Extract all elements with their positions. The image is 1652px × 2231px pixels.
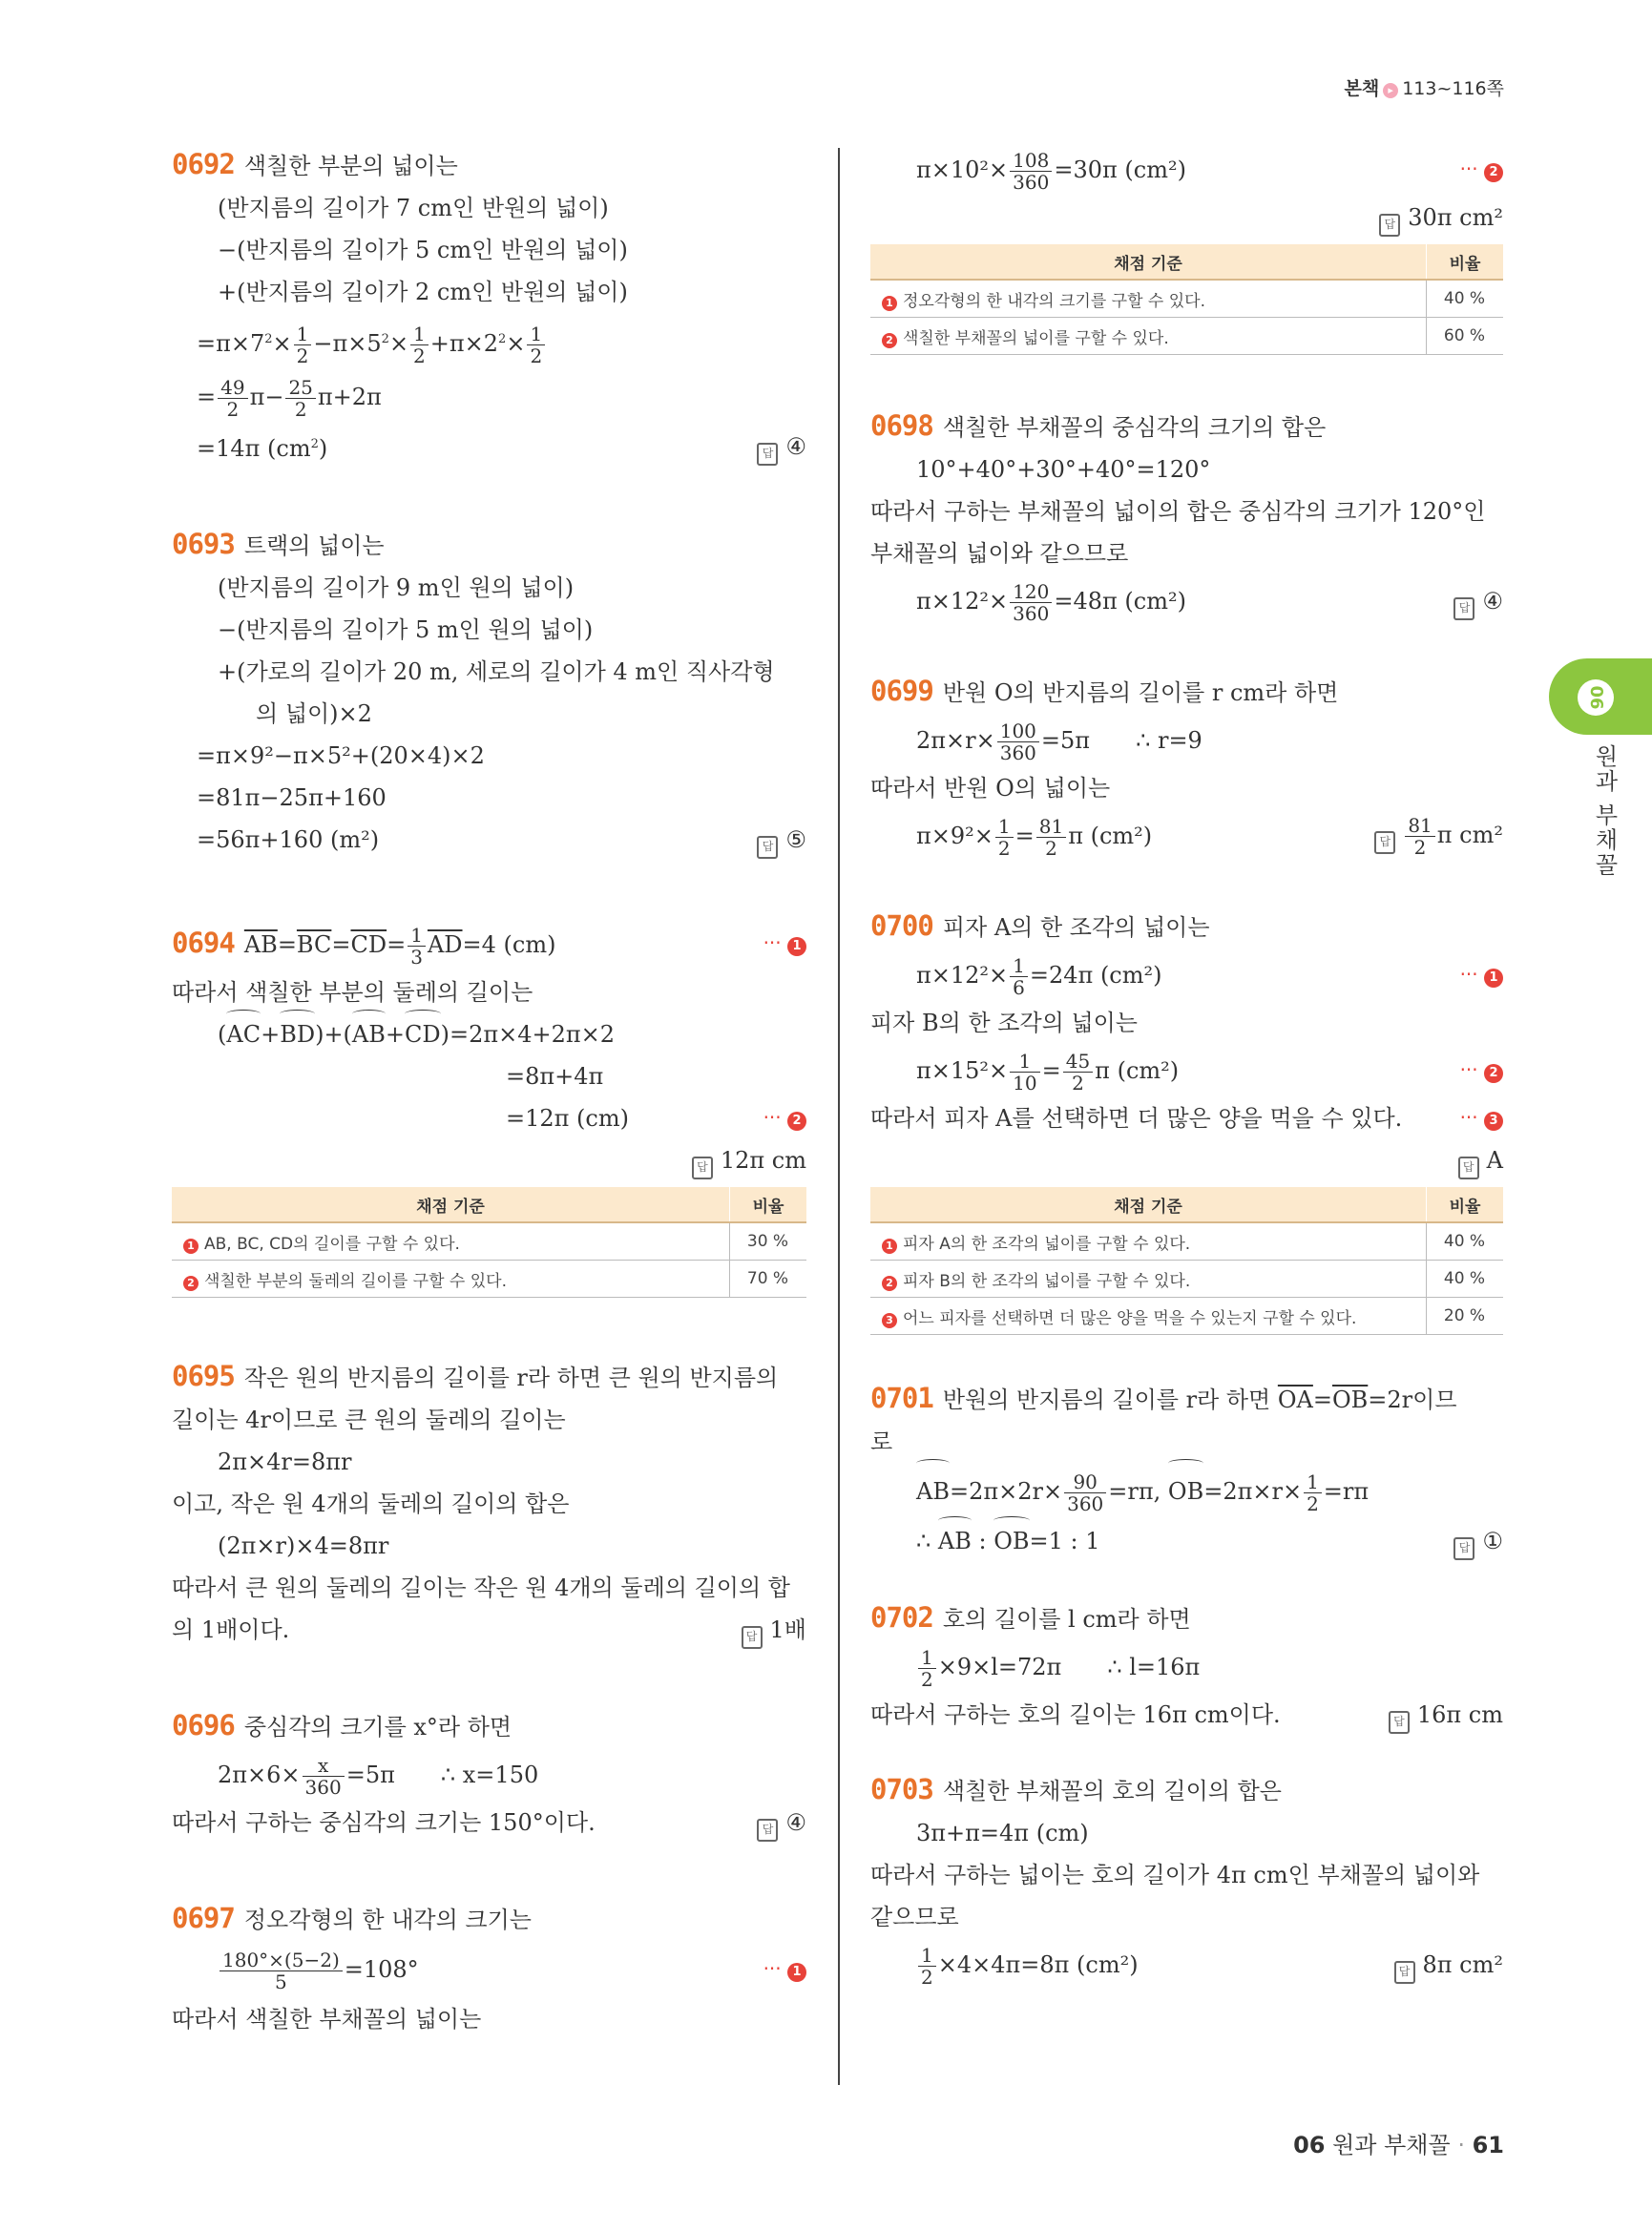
solution-line [172, 1609, 806, 1651]
answer-value: 16π cm [1416, 1701, 1503, 1728]
solution-line: 2π×r× $\frac{100}{360}$ =5π ∴ r=9 [916, 719, 1202, 764]
solution-line: π×10²× $\frac{108}{360}$ =30π (cm²) ··· 2 [870, 143, 1503, 197]
fraction: $\frac{1}{3}$ [408, 925, 426, 968]
problem-number: 0702 [870, 1601, 933, 1634]
solution-line: 따라서 반원 O의 넓이는 [870, 775, 1111, 802]
expr: =14π (cm [197, 435, 311, 462]
expr: 따라서 구하는 중심각의 크기는 150°이다. [172, 1809, 596, 1836]
problem-number: 0699 [870, 675, 933, 707]
solution-line: 따라서 구하는 넓이는 호의 길이가 4π cm인 부채꼴의 넓이와 [870, 1862, 1480, 1888]
problem-number: 0696 [172, 1709, 235, 1741]
segment: $\overline{CD}$ [350, 931, 387, 958]
fraction: $\frac{81}{2}$ [1036, 816, 1066, 859]
problem-title: 정오각형의 한 내각의 크기는 [243, 1907, 532, 1933]
solution-line: (반지름의 길이가 7 cm인 반원의 넓이) [218, 195, 609, 221]
answer-icon: 답 [757, 443, 778, 466]
answer-icon: 답 [692, 1157, 713, 1179]
problem-0703 [870, 1768, 1503, 1991]
answer [1374, 814, 1503, 858]
solution-line: π×12²× $\frac{120}{360}$ =48π (cm²) 답 ④ [916, 580, 1503, 625]
solution-line: 따라서 구하는 부채꼴의 넓이의 합은 중심각의 크기가 120°인 [870, 498, 1486, 525]
answer-icon: 답 [742, 1626, 763, 1649]
column-divider [838, 148, 840, 2085]
answer [1453, 580, 1503, 622]
fraction: $\frac{45}{2}$ [1063, 1051, 1093, 1094]
expr: 의 1배이다. [172, 1616, 290, 1643]
solution-line: −(반지름의 길이가 5 cm인 반원의 넓이) [218, 237, 628, 263]
arrow-icon: ▸ [1383, 83, 1398, 98]
solution-line: 2π×4r=8πr [218, 1449, 352, 1475]
grading-header: 비율 [730, 1187, 807, 1222]
answer-value: 12π cm [720, 1147, 806, 1174]
problem-title: 색칠한 부분의 넓이는 [243, 153, 458, 179]
problem-0696 [172, 1704, 806, 1844]
solution-line: π×9²× $\frac{1}{2}$ = $\frac{81}{2}$ π (cm²) 답 $\frac{81}{2}$ π cm² [916, 814, 1503, 860]
expr: π+2π [317, 384, 382, 410]
answer-value: ④ [1482, 588, 1503, 615]
grading-header: 채점 기준 [870, 244, 1427, 280]
solution-line: (AC+BD)+(AB+CD)=2π×4+2π×2 [172, 1013, 806, 1055]
answer-value: ④ [785, 433, 806, 460]
chapter-tab-number: 06 [1578, 679, 1614, 716]
fraction: $\frac{1}{2}$ [527, 323, 545, 366]
grading-header: 비율 [1427, 1187, 1504, 1222]
problem-number: 0693 [172, 528, 235, 560]
solution-line: +(반지름의 길이가 2 cm인 반원의 넓이) [218, 279, 628, 305]
fraction: $\frac{81}{2}$ [1405, 815, 1434, 858]
problem-0697 [172, 1897, 806, 2040]
answer-value: 30π cm² [1408, 204, 1503, 231]
step-marker-2: ··· 2 [763, 1106, 806, 1131]
expr: = [197, 384, 217, 410]
answer [742, 1609, 806, 1651]
answer-icon: 답 [1458, 1157, 1479, 1179]
answer-icon: 답 [1453, 597, 1474, 620]
expr: 따라서 피자 A를 선택하면 더 많은 양을 먹을 수 있다. [870, 1105, 1403, 1132]
answer-value: 8π cm² [1422, 1951, 1503, 1978]
problem-title: 중심각의 크기를 x°라 하면 [243, 1714, 512, 1741]
table-row: 1 AB, BC, CD의 길이를 구할 수 있다. 30 % [172, 1222, 806, 1261]
answer-icon: 답 [1394, 1961, 1415, 1984]
problem-number: 0697 [172, 1902, 235, 1934]
problem-title: 색칠한 부채꼴의 중심각의 크기의 합은 [942, 414, 1327, 441]
solution-line: 따라서 색칠한 부채꼴의 넓이는 [172, 2006, 482, 2033]
problem-title: 피자 A의 한 조각의 넓이는 [942, 914, 1210, 941]
expr: × [388, 330, 409, 357]
fraction: $\frac{108}{360}$ [1010, 150, 1052, 193]
expr: =12π (cm) [506, 1105, 629, 1132]
problem-number: 0700 [870, 909, 933, 942]
fraction: $\frac{49}{2}$ [218, 377, 247, 420]
solution-line: 2π×6× $\frac{x}{360}$ =5π ∴ x=150 [218, 1754, 539, 1799]
expr: +π×2 [429, 330, 499, 357]
solution-line: =π×9²−π×5²+(20×4)×2 [197, 742, 485, 769]
answer-value: 1배 [769, 1616, 806, 1643]
answer [757, 1802, 806, 1844]
problem-0693 [172, 523, 806, 861]
answer-value: ⑤ [785, 826, 806, 853]
table-row: 1 피자 A의 한 조각의 넓이를 구할 수 있다. 40 % [870, 1222, 1503, 1261]
header-pages: 113~116쪽 [1402, 78, 1504, 99]
fraction: $\frac{180^\circ\times(5-2)}{5}$ [220, 1950, 343, 1992]
fraction: $\frac{1}{2}$ [995, 816, 1014, 859]
header-page-ref [1344, 74, 1504, 100]
answer-icon: 답 [1389, 1711, 1410, 1734]
answer-value: π cm² [1436, 822, 1503, 848]
answer [757, 819, 806, 861]
problem-number: 0692 [172, 148, 235, 180]
solution-line: 따라서 색칠한 부분의 둘레의 길이는 [172, 979, 533, 1006]
problem-title: 호의 길이를 l cm라 하면 [942, 1606, 1191, 1633]
problem-0698 [870, 405, 1503, 628]
solution-line: 로 [870, 1428, 893, 1455]
grading-header: 비율 [1427, 244, 1504, 280]
solution-line: 3π+π=4π (cm) [916, 1820, 1089, 1846]
answer-value: ① [1482, 1528, 1503, 1554]
fraction: $\frac{1}{2}$ [918, 1945, 936, 1988]
expr: × [506, 330, 526, 357]
problem-title: 색칠한 부채꼴의 호의 길이의 합은 [942, 1778, 1282, 1804]
solution-line: π×15²× $\frac{1}{10}$ = $\frac{45}{2}$ π (cm²) ··· 2 [870, 1044, 1503, 1097]
answer-value: ④ [785, 1809, 806, 1836]
solution-line: =81π−25π+160 [197, 784, 387, 811]
expr: = [331, 931, 351, 958]
solution-line: 부채꼴의 넓이와 같으므로 [870, 540, 1129, 567]
step-marker-3: ··· 3 [1460, 1106, 1503, 1131]
problem-title: 트랙의 넓이는 [243, 532, 385, 559]
problem-title: 작은 원의 반지름의 길이를 r라 하면 큰 원의 반지름의 [243, 1365, 779, 1391]
grading-table [172, 1187, 806, 1298]
grading-table [870, 1187, 1503, 1335]
problem-number: 0703 [870, 1773, 933, 1805]
fraction: $\frac{1}{2}$ [294, 323, 312, 366]
solution-line [172, 370, 806, 424]
answer [1389, 1694, 1503, 1736]
fraction: $\frac{1}{6}$ [1010, 955, 1028, 998]
table-row: 2 색칠한 부분의 둘레의 길이를 구할 수 있다. 70 % [172, 1261, 806, 1298]
solution-line: 피자 B의 한 조각의 넓이는 [870, 1010, 1138, 1036]
left-column [172, 143, 806, 2086]
expr: −π×5 [313, 330, 382, 357]
solution-line: $\frac{1}{2}$ ×4×4π=8π (cm²) 답 8π cm² [870, 1938, 1503, 1991]
problem-number: 0695 [172, 1360, 235, 1392]
problem-0694 [172, 916, 806, 1298]
problem-0701: 0701 반원의 반지름의 길이를 r라 하면 $\overline{OA}=\overline{OB}=2r$이므 로 AB=2π×2r× $\frac{90}{360}$ =rπ, OB=2π×r× $\frac{1}{2}$ =rπ ∴ AB : OB=1 : 1 답 ① [870, 1377, 1503, 1562]
segment: $\overline{BC}$ [296, 931, 332, 958]
table-row: 3 어느 피자를 선택하면 더 많은 양을 먹을 수 있는지 구할 수 있다. 20 % [870, 1298, 1503, 1335]
step-marker-1: ··· 1 [763, 931, 806, 956]
problem-number: 0694 [172, 927, 235, 959]
solution-line [172, 1097, 806, 1139]
segment: $\overline{AB}$ [243, 931, 278, 958]
segment: $\overline{AD}$ [427, 931, 463, 958]
fraction: $\frac{x}{360}$ [303, 1755, 345, 1798]
solution-line: −(반지름의 길이가 5 m인 원의 넓이) [218, 616, 594, 643]
answer [172, 1139, 806, 1181]
solution-line: +(가로의 길이가 20 m, 세로의 길이가 4 m인 직사각형 [218, 658, 775, 685]
grading-header: 채점 기준 [172, 1187, 730, 1222]
chapter-tab [1549, 658, 1652, 735]
expr: =π×7 [197, 330, 265, 357]
solution-line: (2π×r)×4=8πr [218, 1533, 389, 1559]
solution-line: $\frac{1}{2}$ ×9×l=72π ∴ l=16π [870, 1640, 1503, 1694]
answer [870, 1139, 1503, 1181]
solution-line: 의 넓이)×2 [256, 700, 372, 727]
fraction: $\frac{100}{360}$ [997, 720, 1039, 763]
problem-0699 [870, 670, 1503, 863]
solution-line [172, 1802, 806, 1844]
fraction: $\frac{1}{10}$ [1010, 1051, 1039, 1094]
fraction: $\frac{1}{2}$ [918, 1647, 936, 1690]
page-number: 61 [1472, 2132, 1504, 2158]
expr: =4 (cm) [462, 931, 556, 958]
expr: 따라서 구하는 호의 길이는 16π cm이다. [870, 1701, 1281, 1728]
solution-line: =8π+4π [506, 1063, 604, 1090]
answer [757, 426, 806, 468]
solution-line: (반지름의 길이가 9 m인 원의 넓이) [218, 574, 575, 601]
table-row: 2 색칠한 부채꼴의 넓이를 구할 수 있다. 60 % [870, 318, 1503, 355]
solution-line: 같으므로 [870, 1904, 959, 1930]
chapter-tab-label: 원과 부채꼴 [1591, 744, 1618, 878]
grading-table [870, 244, 1503, 355]
table-row: 2 피자 B의 한 조각의 넓이를 구할 수 있다. 40 % [870, 1261, 1503, 1298]
step-marker-1: ··· 1 [763, 1957, 806, 1982]
page-footer: 06 원과 부채꼴 · 61 [1293, 2132, 1504, 2158]
solution-line: 이고, 작은 원 4개의 둘레의 길이의 합은 [172, 1491, 570, 1517]
grading-header: 채점 기준 [870, 1187, 1427, 1222]
problem-number: 0698 [870, 409, 933, 442]
fraction: $\frac{120}{360}$ [1010, 581, 1052, 624]
answer-icon: 답 [757, 1819, 778, 1842]
fraction: $\frac{25}{2}$ [285, 377, 315, 420]
fraction: $\frac{1}{2}$ [410, 323, 429, 366]
fraction: $\frac{1}{2}$ [1304, 1471, 1322, 1514]
problem-title: 반원 O의 반지름의 길이를 r cm라 하면 [942, 679, 1339, 706]
footer-title: 원과 부채꼴 [1332, 2132, 1451, 2158]
answer [1394, 1944, 1504, 1986]
solution-line: AB=2π×2r× $\frac{90}{360}$ =rπ, OB=2π×r× $\frac{1}{2}$ =rπ [870, 1463, 1503, 1520]
answer-icon: 답 [1374, 831, 1395, 854]
expr: π− [249, 384, 284, 410]
problem-0692 [172, 143, 806, 469]
expr: =56π+160 (m²) [197, 826, 380, 853]
fraction: $\frac{90}{360}$ [1064, 1471, 1106, 1514]
solution-line [172, 916, 806, 971]
problem-0695 [172, 1355, 806, 1651]
problem-number: 0701 [870, 1382, 933, 1414]
footer-chapter: 06 [1293, 2132, 1326, 2158]
solution-line: 길이는 4r이므로 큰 원의 둘레의 길이는 [172, 1407, 566, 1433]
table-row: 1 정오각형의 한 내각의 크기를 구할 수 있다. 40 % [870, 280, 1503, 318]
solution-line [870, 1694, 1503, 1736]
step-marker-1: ··· 1 [1460, 963, 1503, 988]
answer-icon: 답 [757, 836, 778, 859]
solution-line: $=\pi\times 7^2\times$ $\frac{1}{2}$ $-\pi\times 5^2\times$ $\frac{1}{2}$ $+\pi\times 2^2\times$ $\frac{1}{2}$ [172, 313, 806, 370]
answer-icon: 답 [1453, 1537, 1474, 1560]
solution-line: =14π $(cm^2)$ 답 ④ [172, 424, 806, 469]
problem-0700 [870, 905, 1503, 1335]
header-book: 본책 [1344, 78, 1380, 99]
solution-line: $\frac{180^\circ\times(5-2)}{5}$ =108° ··· 1 [172, 1941, 806, 1998]
solution-line: 따라서 큰 원의 둘레의 길이는 작은 원 4개의 둘레의 길이의 합 [172, 1574, 790, 1601]
answer [1453, 1520, 1503, 1562]
right-column [870, 143, 1503, 2037]
step-marker-2: ··· 2 [1460, 1058, 1503, 1083]
answer-icon: 답 [1379, 214, 1400, 237]
solution-line [172, 819, 806, 861]
solution-line [870, 1097, 1503, 1139]
problem-0697-cont [870, 143, 1503, 355]
solution-line: π×12²× $\frac{1}{6}$ =24π (cm²) ··· 1 [870, 949, 1503, 1002]
expr: = [387, 931, 407, 958]
problem-0702 [870, 1596, 1503, 1736]
solution-line: 10°+40°+30°+40°=120° [916, 456, 1211, 483]
answer [870, 197, 1503, 239]
answer-value: A [1486, 1147, 1503, 1174]
expr: = [277, 931, 297, 958]
expr: × [272, 330, 292, 357]
step-marker-2: ··· 2 [1460, 157, 1503, 182]
solution-line: ∴ AB : OB=1 : 1 답 ① [870, 1520, 1503, 1562]
